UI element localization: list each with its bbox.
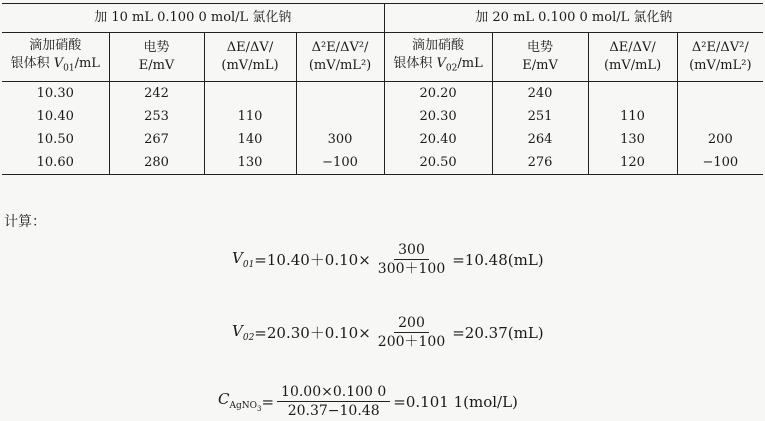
table-cell: 253 (109, 105, 204, 128)
column-header-line1: ΔE/ΔV/ (226, 40, 274, 55)
table-cell: 280 (109, 151, 204, 175)
table-cell: 300 (296, 128, 384, 151)
calc-label: 计算： (4, 214, 46, 230)
column-header-line1: 滴加硝酸 (412, 37, 465, 53)
formula-concentration (218, 383, 518, 420)
column-header-line1: Δ²E/ΔV²/ (311, 40, 369, 55)
table-cell (588, 82, 677, 106)
table-cell: 242 (109, 82, 204, 106)
column-header-line2: (mV/mL) (603, 58, 662, 73)
column-header-row (2, 33, 763, 82)
table-cell (296, 82, 384, 106)
formula-v01-lhs: $V_{01}$ (232, 249, 255, 270)
column-header-line1: 电势 (527, 40, 554, 55)
column-header-line2: 银体积 $V_{01}/mL$ (10, 55, 100, 74)
table-cell (296, 105, 384, 128)
column-header-right-3 (588, 33, 677, 82)
table-cell: 10.40 (2, 105, 109, 128)
column-header-line2: E/mV (138, 58, 175, 73)
table-cell: 20.20 (384, 82, 492, 106)
table-cell: 276 (492, 151, 588, 175)
column-header-line2: (mV/mL²) (308, 58, 372, 73)
table-body (2, 82, 763, 175)
formula-concentration-denominator: 20.37−10.48 (287, 403, 380, 419)
table-row (2, 105, 763, 128)
formula-v02-lhs: $V_{02}$ (232, 322, 255, 343)
table-cell: −100 (677, 151, 763, 175)
formula-v01-result: =10.48(mL) (452, 250, 544, 269)
column-header-right-2 (492, 33, 588, 82)
column-header-line2: 银体积 $V_{02}/mL$ (393, 55, 483, 74)
column-header-line1: 滴加硝酸 (29, 37, 82, 53)
formula-concentration-result: =0.101 1(mol/L) (393, 392, 518, 411)
column-header-line2: (mV/mL²) (689, 58, 752, 73)
column-header-line2: (mV/mL) (221, 58, 279, 73)
formula-v02-denominator: 200＋100 (377, 334, 446, 350)
table-cell: 120 (588, 151, 677, 175)
table-row (2, 82, 763, 106)
column-header-right-4 (677, 33, 763, 82)
column-header-left-3 (204, 33, 296, 82)
table-cell: 140 (204, 128, 296, 151)
table-cell: 10.60 (2, 151, 109, 175)
group-header-20ml: 加 20 mL 0.100 0 mol/L 氯化钠 (384, 4, 763, 33)
table-cell: 110 (588, 105, 677, 128)
table-cell: 264 (492, 128, 588, 151)
column-header-left-1 (2, 33, 109, 82)
formula-v01-pre: =10.40＋0.10× (254, 251, 371, 269)
column-header-line1: 电势 (143, 40, 170, 55)
table-cell: 251 (492, 105, 588, 128)
formula-v02-numerator: 200 (394, 314, 429, 333)
column-header-line2: E/mV (522, 58, 558, 73)
table-cell: 200 (707, 131, 733, 147)
table-cell: 130 (204, 151, 296, 175)
formula-concentration-numerator: 10.00×0.100 0 (277, 383, 390, 402)
table-cell (677, 105, 763, 128)
group-header-10ml: 加 10 mL 0.100 0 mol/L 氯化钠 (2, 4, 384, 33)
table-cell (204, 82, 296, 106)
column-header-right-1 (384, 33, 492, 82)
column-header-line1: Δ²E/ΔV²/ (691, 40, 749, 55)
column-header-left-4 (296, 33, 384, 82)
table-cell: 110 (204, 105, 296, 128)
formula-v02-result: =20.37(mL) (452, 323, 544, 342)
formula-v02 (232, 314, 544, 351)
table-cell: 10.50 (2, 128, 109, 151)
table-cell: 130 (588, 128, 677, 151)
table-cell: 267 (109, 128, 204, 151)
formula-v01-fraction (374, 241, 449, 278)
table-cell: 20.50 (384, 151, 492, 175)
formula-v01-numerator: 300 (394, 241, 429, 260)
formula-concentration-pre: = (261, 392, 275, 411)
formula-v02-pre: =20.30＋0.10× (254, 324, 371, 342)
table-cell: 10.30 (2, 82, 109, 106)
formula-concentration-lhs: $C_{AgNO_3}$ (218, 390, 262, 413)
formula-v02-fraction (374, 314, 449, 351)
column-header-line1: ΔE/ΔV/ (609, 40, 656, 55)
formula-concentration-fraction (277, 383, 390, 420)
table-row (2, 151, 763, 175)
formula-v01-denominator: 300＋100 (377, 261, 446, 277)
titration-data-table (2, 3, 763, 175)
formula-v01 (232, 241, 544, 278)
table-row (2, 128, 763, 151)
table-cell: 20.40 (384, 128, 492, 151)
table-cell: 240 (492, 82, 588, 106)
column-header-left-2 (109, 33, 204, 82)
table-cell: 20.30 (384, 105, 492, 128)
table-cell (677, 82, 763, 106)
table-cell: −100 (296, 151, 384, 175)
